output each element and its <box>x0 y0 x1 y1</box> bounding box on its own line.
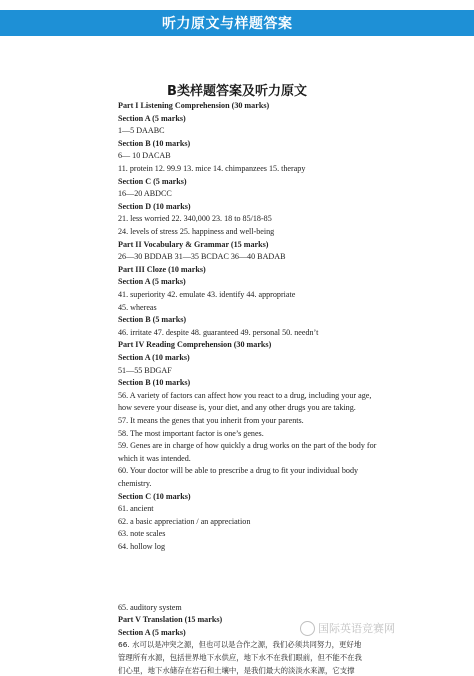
answer-line: how severe your disease is, your diet, and any other drugs you are taking. <box>118 403 356 413</box>
section-heading: Part IV Reading Comprehension (30 marks) <box>118 340 272 350</box>
section-heading: Section A (10 marks) <box>118 353 190 362</box>
answer-line: 58. The most important factor is one’s genes. <box>118 428 264 438</box>
answer-line: chemistry. <box>118 479 152 488</box>
answer-line: 61. ancient <box>118 504 154 514</box>
answer-line: 们心里，地下水储存在岩石和土壤中，是我们最大的淡淡水来源，它支撑 <box>118 665 355 675</box>
answer-line: 59. Genes are in charge of how quickly a drug works on the part of the body for <box>118 441 377 451</box>
answer-line: 62. a basic appreciation / an appreciation <box>118 516 251 526</box>
answer-line: 65. auditory system <box>118 602 182 612</box>
answer-line: 56. A variety of factors can affect how you react to a drug, including your age, <box>118 390 372 400</box>
answer-line: 1—5 DAABC <box>118 126 165 136</box>
answer-line: 6— 10 DACAB <box>118 151 171 161</box>
section-heading: Section B (10 marks) <box>118 378 191 388</box>
answer-line: 63. note scales <box>118 529 166 539</box>
answer-line: 64. hollow log <box>118 542 165 551</box>
answer-line: 60. Your doctor will be able to prescribe a drug to fit your individual body <box>118 466 359 476</box>
answer-line: 66. 水可以是冲突之源，但也可以是合作之源，我们必须共同努力，更好地 <box>118 640 362 650</box>
section-heading: Section B (5 marks) <box>118 315 187 325</box>
section-heading: Section D (10 marks) <box>118 201 191 211</box>
section-heading: Section A (5 marks) <box>118 113 186 123</box>
section-heading: Part V Translation (15 marks) <box>118 615 223 625</box>
answer-line: 41. superiority 42. emulate 43. identify 44. appropriate <box>118 290 296 299</box>
header-banner <box>0 10 474 36</box>
answer-line: 26—30 BDDAB 31—35 BCDAC 36—40 BADAB <box>118 252 286 262</box>
watermark-text: 国际英语竞赛网 <box>318 622 395 635</box>
answer-line: 16—20 ABDCC <box>118 189 172 199</box>
answer-line: which it was intended. <box>118 453 191 463</box>
section-heading: Part III Cloze (10 marks) <box>118 264 206 274</box>
section-heading: Part II Vocabulary & Grammar (15 marks) <box>118 239 269 249</box>
section-heading: Section B (10 marks) <box>118 138 191 148</box>
answer-line: 24. levels of stress 25. happiness and well-being <box>118 227 275 236</box>
answer-line: 51—55 BDGAF <box>118 365 172 375</box>
answer-line: 11. protein 12. 99.9 13. mice 14. chimpanzees 15. therapy <box>118 164 306 173</box>
answer-line: 57. It means the genes that you inherit from your parents. <box>118 416 304 425</box>
document-title: B类样题答案及听力原文 <box>167 84 307 99</box>
answer-line: 21. less worried 22. 340,000 23. 18 to 85/18-85 <box>118 214 272 224</box>
section-heading: Section A (5 marks) <box>118 627 186 637</box>
answer-line: 管理所有水源，包括世界地下水供应，地下水不在我们眼前，但不能不在我 <box>118 653 362 662</box>
banner-title: 听力原文与样题答案 <box>162 16 293 32</box>
answer-line: 45. whereas <box>118 302 157 312</box>
section-heading: Section C (5 marks) <box>118 176 187 186</box>
watermark-logo-icon <box>300 621 315 636</box>
section-heading: Section A (5 marks) <box>118 277 186 287</box>
section-heading: Section C (10 marks) <box>118 491 191 501</box>
section-heading: Part I Listening Comprehension (30 marks) <box>118 101 270 110</box>
answer-line: 46. irritate 47. despite 48. guaranteed 49. personal 50. needn’t <box>118 327 319 337</box>
